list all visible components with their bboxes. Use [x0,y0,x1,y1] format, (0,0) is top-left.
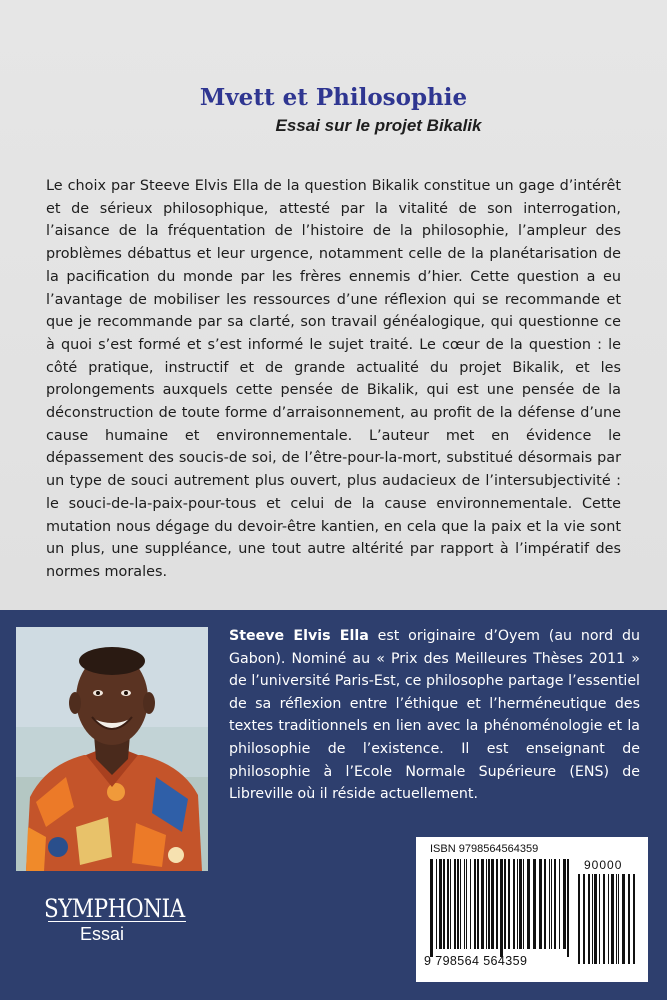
author-photo [16,627,208,871]
barcode-bar [527,859,530,949]
barcode-bar [436,859,437,949]
barcode-bar [439,859,442,949]
barcode-bar [563,859,566,949]
barcode-bar [544,859,546,949]
barcode-bar [486,859,487,949]
barcode-bar [559,859,560,949]
barcode-bar [616,874,617,964]
ean-bars [430,859,570,957]
barcode-bar [477,859,479,949]
barcode-bar [443,859,445,949]
barcode-bar [470,859,471,949]
barcode-bar [592,874,593,964]
barcode-bar [519,859,522,949]
barcode-bar [567,859,569,957]
barcode-bar [618,874,619,964]
barcode-bar [491,859,494,949]
barcode-bar [628,874,630,964]
barcode-bar [496,859,498,949]
barcode-bar [474,859,476,949]
book-subtitle: Essai sur le projet Bikalik [275,116,482,135]
barcode-bar [611,874,614,964]
price-code: 90000 [584,858,623,872]
price-bars [578,874,636,964]
barcode-bar [554,859,556,949]
barcode-bar [454,859,456,949]
barcode-bar [594,874,597,964]
barcode-bar [633,874,635,964]
barcode-bar [447,859,449,949]
barcode-bar [464,859,465,949]
isbn-barcode [416,837,648,982]
book-title: Mvett et Philosophie [199,84,468,111]
barcode-bar [608,874,609,964]
barcode-bar [603,874,605,964]
collection-name: Essai [80,924,125,944]
barcode-bar [481,859,484,949]
blurb-text: Le choix par Steeve Elvis Ella de la question Bikalik constitue un gage d’intérêt et de sérieux philosophique, attesté par la vitalité de son interrogation, l’aisance de la fréquentation de l’histoire de la philosophie, l’ampleur des problèmes débattus et leur urgence, notamment celle de la planétarisation de la pacification du monde par les frères ennemis d’hier. Cette question a eu l’avantage de mobiliser les ressources d’une réflexion qui se recommande et que je recommande par sa clarté, son travail généalogique, qui questionne ce à quoi s’est formé et s’est informé le sujet traité. Le cœur de la question : le côté pratique, instructif et de grande actualité du projet Bikalik, et les prolongements auxquels cette pensée de Bikalik, qui est une pensée de la déconstruction de toute forme d’arraisonnement, au profit de la défense d’une cause humaine et environnementale. L’auteur met en évidence le dépassement des soucis-de soi, de l’être-pour-la-mort, substitué désormais par un type de souci autrement plus ouvert, plus audacieux de l’intersubjectivité : le souci-de-la-paix-pour-tous et celui de la cause environnementale. Cette mutation nous dégage du devoir-être kantien, en cela que la paix et la vie sont un plus, une suppléance, une tout autre altérité par rapport à l’impératif des normes morales. [46,178,621,580]
barcode-bar [523,859,524,949]
author-name: Steeve Elvis Ella [229,628,369,644]
barcode-bar [450,859,451,949]
publisher-name: SYMPHONIA [44,894,185,923]
author-bio-text: est originaire d’Oyem (au nord du Gabon). Nominé au « Prix des Meilleures Thèses 2011 » de l’université Paris-Est, ce philosophe partage l’essentiel de sa réflexion entre l’éthique et l’herméneutique des textes traditionnels en lien avec la phénoménologie et la philosophie de l’existence. Il est enseignant de philosophie à l’Ecole Normale Supérieure (ENS) de Libreville où il réside actuellement. [229,628,640,803]
barcode-bar [460,859,461,949]
barcode-bar [504,859,506,949]
barcode-bar [513,859,515,949]
barcode-bar [622,874,625,964]
barcode-bar [517,859,518,949]
author-bio [229,625,640,806]
barcode-digits: 9 798564 564359 [424,954,528,968]
isbn-label: ISBN 9798564564359 [430,843,539,855]
barcode-bar [588,874,590,964]
barcode-bar [488,859,490,949]
barcode-bar [508,859,510,949]
barcode-bar [599,874,600,964]
barcode-bar [533,859,536,949]
publisher-logo [44,894,194,945]
barcode-bar [539,859,542,949]
barcode-bar [430,859,433,957]
barcode-bar [578,874,580,964]
barcode-bar [549,859,550,949]
barcode-bar [551,859,552,949]
barcode-bar [500,859,503,957]
barcode-bar [583,874,585,964]
barcode-bar [466,859,467,949]
barcode-bar [457,859,459,949]
